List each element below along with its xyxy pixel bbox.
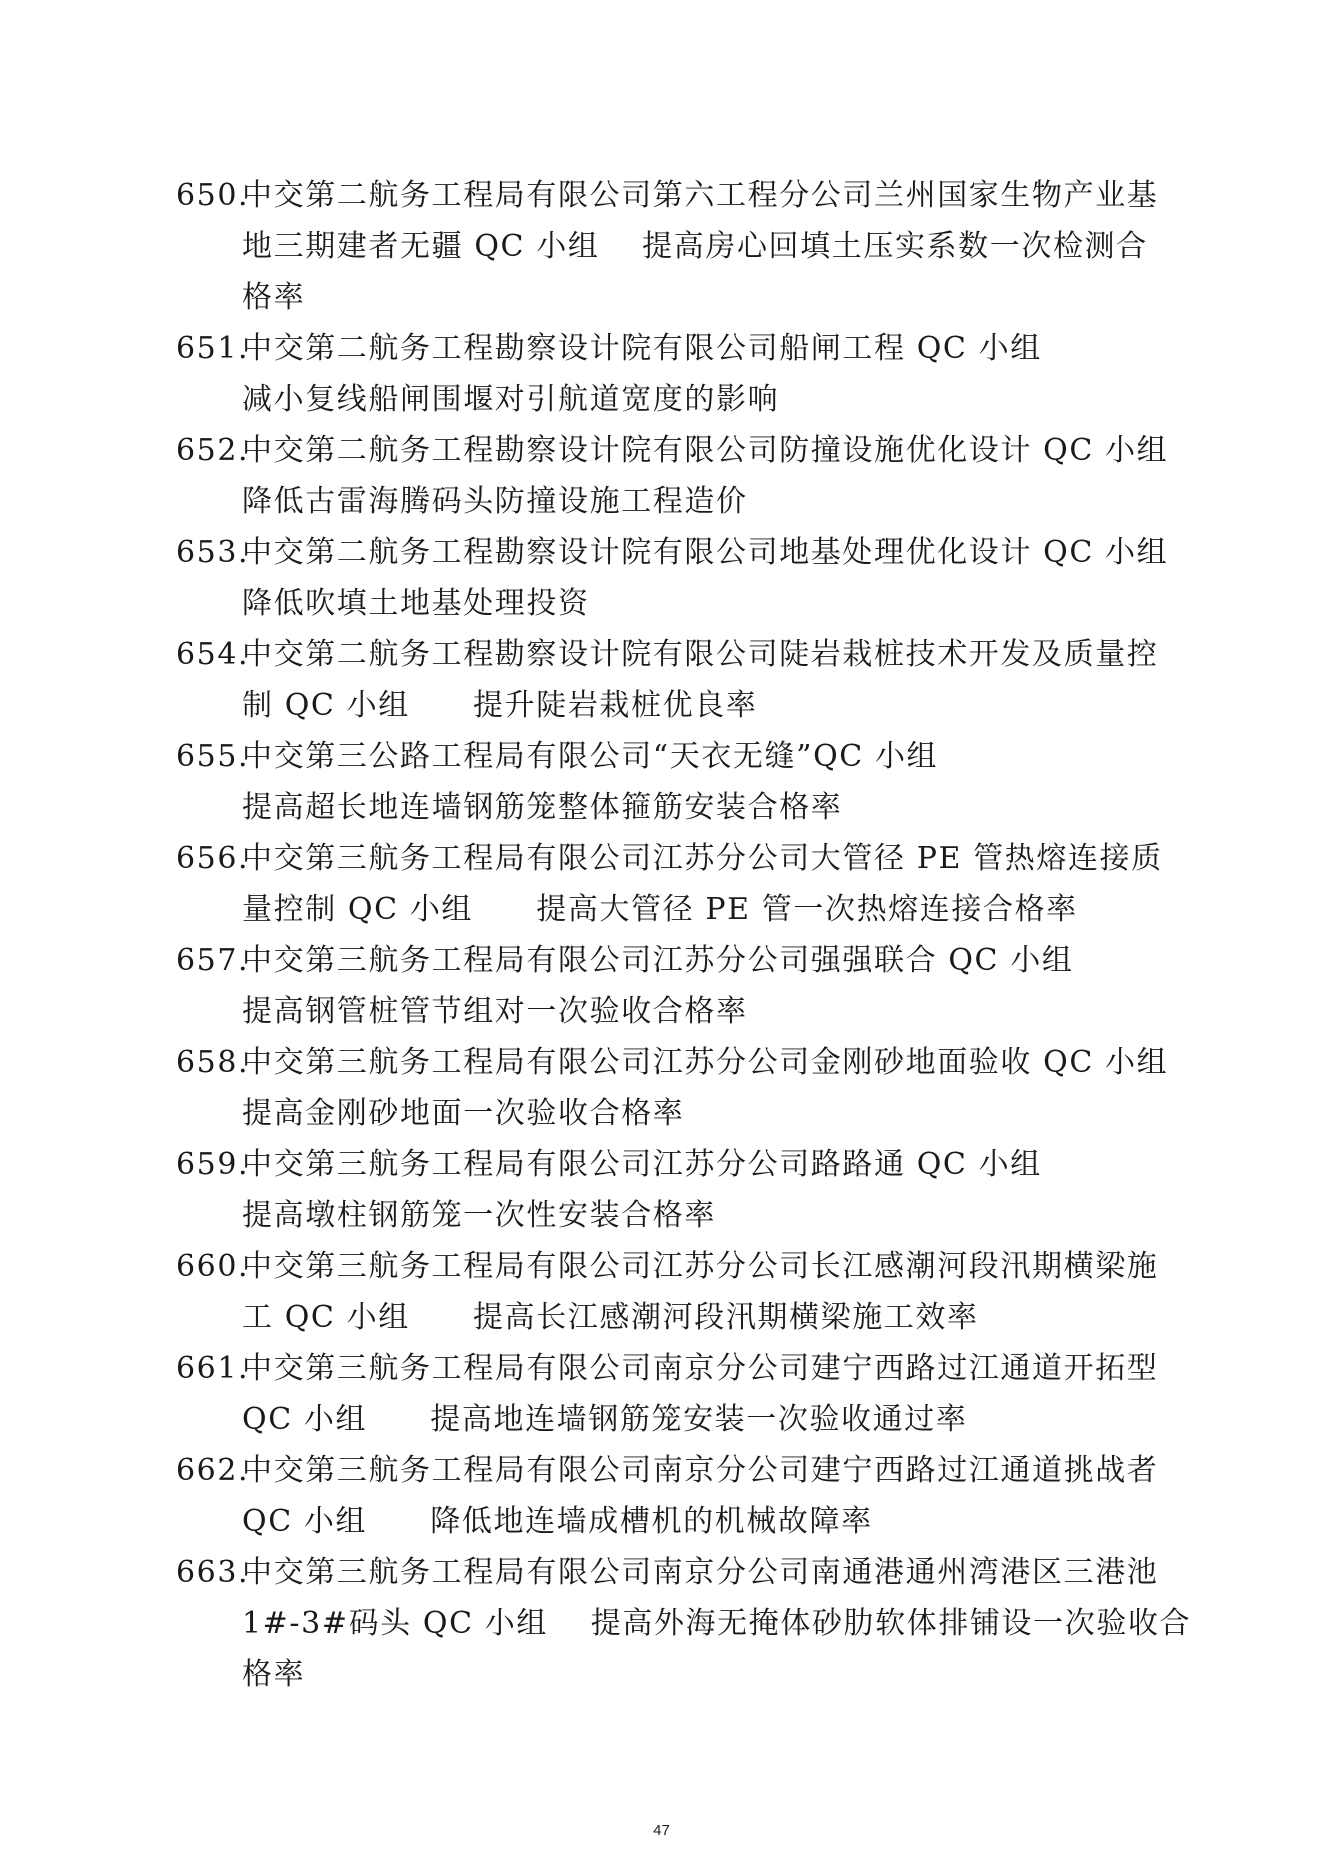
entry-text: 中交第二航务工程勘察设计院有限公司船闸工程 QC 小组 (242, 331, 1042, 366)
list-item (176, 527, 1169, 629)
entry-first-line (176, 629, 1159, 680)
entry-continuation-line: 提高墩柱钢筋笼一次性安装合格率 (242, 1198, 716, 1233)
entry-first-line (176, 1547, 1159, 1598)
entry-number: 655. (176, 739, 250, 774)
entry-continuation-line: 降低古雷海腾码头防撞设施工程造价 (242, 484, 748, 519)
entry-continuation-line: 工 QC 小组 提高长江感潮河段汛期横梁施工效率 (242, 1300, 979, 1335)
entry-continuation-line: 量控制 QC 小组 提高大管径 PE 管一次热熔连接合格率 (242, 892, 1078, 927)
entry-continuation-line: QC 小组 提高地连墙钢筋笼安装一次验收通过率 (242, 1402, 968, 1437)
entry-continuation-line: 提高钢管桩管节组对一次验收合格率 (242, 994, 748, 1029)
list-item (176, 935, 1156, 1037)
entry-text: 中交第二航务工程勘察设计院有限公司地基处理优化设计 QC 小组 (242, 535, 1169, 570)
list-item (176, 833, 1163, 935)
list-item (176, 1343, 1159, 1445)
entry-number: 662. (176, 1453, 250, 1488)
entry-first-line (176, 1241, 1159, 1292)
entry-text: 中交第三航务工程局有限公司南京分公司建宁西路过江通道挑战者 (242, 1453, 1159, 1488)
list-item (176, 1241, 1159, 1343)
entry-first-line (176, 935, 1156, 986)
entry-continuation-line: 格率 (242, 280, 306, 315)
entry-text: 中交第三航务工程局有限公司南京分公司南通港通州湾港区三港池 (242, 1555, 1159, 1590)
list-item (176, 170, 1159, 323)
entry-text: 中交第三航务工程局有限公司江苏分公司路路通 QC 小组 (242, 1147, 1042, 1182)
entry-number: 660. (176, 1249, 250, 1284)
list-item (176, 323, 1156, 425)
entry-number: 650. (176, 178, 250, 213)
entry-text: 中交第三公路工程局有限公司“天衣无缝”QC 小组 (242, 739, 939, 774)
entry-text: 中交第二航务工程局有限公司第六工程分公司兰州国家生物产业基 (242, 178, 1159, 213)
entry-text: 中交第三航务工程局有限公司江苏分公司大管径 PE 管热熔连接质 (242, 841, 1163, 876)
list-item (176, 629, 1159, 731)
entry-continuation-line: 制 QC 小组 提升陡岩栽桩优良率 (242, 688, 758, 723)
entry-continuation-line: 提高超长地连墙钢筋笼整体箍筋安装合格率 (242, 790, 843, 825)
entry-number: 658. (176, 1045, 250, 1080)
entry-number: 653. (176, 535, 250, 570)
entry-text: 中交第三航务工程局有限公司江苏分公司金刚砂地面验收 QC 小组 (242, 1045, 1169, 1080)
entry-number: 651. (176, 331, 250, 366)
entry-first-line (176, 1343, 1159, 1394)
entry-first-line (176, 323, 1156, 374)
entry-continuation-line: 提高金刚砂地面一次验收合格率 (242, 1096, 685, 1131)
entry-number: 663. (176, 1555, 250, 1590)
award-list (176, 170, 1192, 1700)
entry-continuation-line: 减小复线船闸围堰对引航道宽度的影响 (242, 382, 780, 417)
entry-continuation-line: 1#-3#码头 QC 小组 提高外海无掩体砂肋软体排铺设一次验收合 (242, 1606, 1192, 1641)
entry-continuation-line: 格率 (242, 1657, 306, 1692)
entry-number: 661. (176, 1351, 250, 1386)
entry-text: 中交第三航务工程局有限公司江苏分公司强强联合 QC 小组 (242, 943, 1074, 978)
list-item (176, 1445, 1159, 1547)
list-item (176, 425, 1169, 527)
entry-number: 657. (176, 943, 250, 978)
entry-first-line (176, 425, 1169, 476)
entry-number: 656. (176, 841, 250, 876)
list-item (176, 1139, 1156, 1241)
entry-first-line (176, 833, 1163, 884)
list-item (176, 1037, 1169, 1139)
entry-text: 中交第三航务工程局有限公司南京分公司建宁西路过江通道开拓型 (242, 1351, 1159, 1386)
entry-continuation-line: QC 小组 降低地连墙成槽机的机械故障率 (242, 1504, 873, 1539)
entry-continuation-line: 降低吹填土地基处理投资 (242, 586, 590, 621)
entry-first-line (176, 527, 1169, 578)
entry-continuation-line: 地三期建者无疆 QC 小组 提高房心回填土压实系数一次检测合 (242, 229, 1148, 264)
entry-first-line (176, 1445, 1159, 1496)
entry-number: 654. (176, 637, 250, 672)
list-item (176, 731, 1156, 833)
page-number: 47 (653, 1822, 670, 1839)
entry-text: 中交第二航务工程勘察设计院有限公司防撞设施优化设计 QC 小组 (242, 433, 1169, 468)
entry-text: 中交第二航务工程勘察设计院有限公司陡岩栽桩技术开发及质量控 (242, 637, 1159, 672)
entry-text: 中交第三航务工程局有限公司江苏分公司长江感潮河段汛期横梁施 (242, 1249, 1159, 1284)
entry-number: 659. (176, 1147, 250, 1182)
entry-first-line (176, 1139, 1156, 1190)
list-item (176, 1547, 1192, 1700)
entry-first-line (176, 170, 1159, 221)
entry-number: 652. (176, 433, 250, 468)
entry-first-line (176, 1037, 1169, 1088)
entry-first-line (176, 731, 1156, 782)
